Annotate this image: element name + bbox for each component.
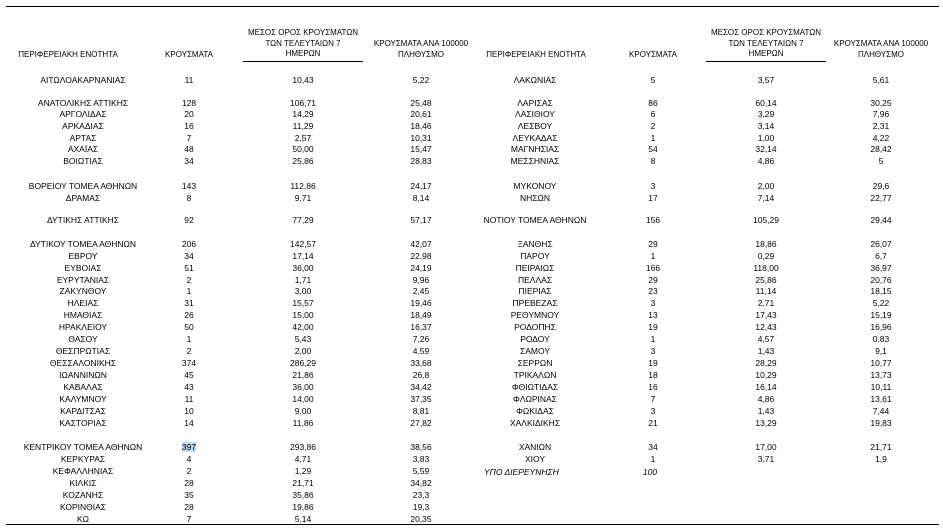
left-row-per100k[interactable]: 19,3 <box>412 502 430 512</box>
right-row-region[interactable]: ΠΙΕΡΙΑΣ <box>518 286 552 296</box>
right-row-avg[interactable]: 3,57 <box>757 75 775 85</box>
left-row-avg[interactable]: 35,86 <box>292 490 314 500</box>
right-row-avg[interactable]: 1,43 <box>757 346 775 356</box>
left-row-avg[interactable]: 1,71 <box>294 275 312 285</box>
header-underline-avg-left <box>243 61 363 62</box>
header-per100k-left-line1: ΚΡΟΥΣΜΑΤΑ ΑΝΑ 100000 <box>373 39 469 48</box>
left-row-per100k[interactable]: 27,82 <box>410 418 432 428</box>
left-row-region[interactable]: ΗΜΑΘΙΑΣ <box>63 310 103 320</box>
right-row-avg[interactable]: 7,14 <box>757 193 775 203</box>
header-avg-right-line3: ΗΜΕΡΩΝ <box>748 49 784 58</box>
left-row-per100k[interactable]: 5,59 <box>412 466 430 476</box>
top-border <box>6 6 939 7</box>
left-row-cases[interactable]: 1 <box>186 286 192 296</box>
left-row-cases[interactable]: 34 <box>184 156 194 166</box>
right-row-cases[interactable]: 1 <box>650 251 656 261</box>
header-per100k-left-line2: ΠΛΗΘΥΣΜΟ <box>397 49 445 59</box>
header-underline-avg-right <box>706 61 826 62</box>
left-row-region[interactable]: ΗΛΕΙΑΣ <box>67 298 99 308</box>
left-row-cases[interactable]: 10 <box>184 406 194 416</box>
right-row-region[interactable]: ΝΗΣΩΝ <box>519 193 551 203</box>
left-row-region[interactable]: ΑΧΑΪΑΣ <box>67 144 99 154</box>
right-row-cases[interactable]: 21 <box>648 418 658 428</box>
right-row-per100k[interactable]: 19,83 <box>870 418 892 428</box>
right-row-per100k[interactable]: 7,96 <box>872 109 890 119</box>
right-row-avg[interactable]: 1,43 <box>757 406 775 416</box>
left-row-cases[interactable]: 11 <box>184 394 194 404</box>
right-row-region[interactable]: ΛΑΚΩΝΙΑΣ <box>513 75 557 85</box>
right-row-region[interactable]: ΝΟΤΙΟΥ ΤΟΜΕΑ ΑΘΗΝΩΝ <box>483 215 587 225</box>
right-row-avg[interactable]: 25,86 <box>755 275 777 285</box>
right-row-cases[interactable]: 7 <box>650 394 656 404</box>
right-row-region[interactable]: ΦΘΙΩΤΙΔΑΣ <box>511 382 559 392</box>
left-row-per100k[interactable]: 57,17 <box>410 215 432 225</box>
right-row-per100k[interactable]: 10,77 <box>870 358 892 368</box>
right-row-region[interactable]: ΛΑΡΙΣΑΣ <box>517 98 553 108</box>
left-row-avg[interactable]: 36,00 <box>292 263 314 273</box>
left-row-per100k[interactable]: 25,48 <box>410 98 432 108</box>
left-row-region[interactable]: ΚΑΒΑΛΑΣ <box>63 382 103 392</box>
right-row-avg[interactable]: 32,14 <box>755 144 777 154</box>
left-row-per100k[interactable]: 7,26 <box>412 334 430 344</box>
left-row-cases[interactable]: 8 <box>186 193 192 203</box>
under-investigation-cases[interactable]: 100 <box>642 467 658 477</box>
left-row-region[interactable]: ΚΙΛΚΙΣ <box>69 478 97 488</box>
left-row-cases[interactable]: 128 <box>181 98 197 108</box>
right-row-per100k[interactable]: 13,73 <box>870 370 892 380</box>
left-row-per100k[interactable]: 28,83 <box>410 156 432 166</box>
left-row-per100k[interactable]: 42,07 <box>410 239 432 249</box>
left-row-region[interactable]: ΗΡΑΚΛΕΙΟΥ <box>58 322 108 332</box>
right-row-cases[interactable]: 1 <box>650 334 656 344</box>
left-row-avg[interactable]: 10,43 <box>292 75 314 85</box>
right-row-per100k[interactable]: 22,77 <box>870 193 892 203</box>
left-row-avg[interactable]: 9,71 <box>294 193 312 203</box>
right-row-cases[interactable]: 6 <box>650 109 656 119</box>
right-row-avg[interactable]: 2,00 <box>757 181 775 191</box>
left-row-region[interactable]: ΒΟΙΩΤΙΑΣ <box>63 156 103 166</box>
right-row-cases[interactable]: 1 <box>650 454 656 464</box>
right-row-cases[interactable]: 5 <box>650 75 656 85</box>
bottom-border <box>6 524 939 525</box>
left-row-region[interactable]: ΕΥΒΟΙΑΣ <box>64 263 102 273</box>
left-row-avg[interactable]: 15,00 <box>292 310 314 320</box>
right-row-per100k[interactable]: 5,22 <box>872 298 890 308</box>
right-row-avg[interactable]: 17,43 <box>755 310 777 320</box>
right-row-region[interactable]: ΛΕΥΚΑΔΑΣ <box>512 133 558 143</box>
left-row-per100k[interactable]: 8,14 <box>412 193 430 203</box>
right-row-region[interactable]: ΧΑΛΚΙΔΙΚΗΣ <box>509 418 561 428</box>
right-row-avg[interactable]: 13,29 <box>755 418 777 428</box>
left-row-region[interactable]: ΚΩ <box>76 514 90 524</box>
right-row-avg[interactable]: 3,14 <box>757 121 775 131</box>
left-row-avg[interactable]: 36,00 <box>292 382 314 392</box>
left-row-per100k[interactable]: 34,42 <box>410 382 432 392</box>
left-row-per100k[interactable]: 15,47 <box>410 144 432 154</box>
right-row-per100k[interactable]: 7,44 <box>872 406 890 416</box>
left-row-cases[interactable]: 20 <box>184 109 194 119</box>
left-row-avg[interactable]: 11,29 <box>292 121 314 131</box>
left-row-per100k[interactable]: 3,83 <box>412 454 430 464</box>
left-row-region[interactable]: ΕΒΡΟΥ <box>68 251 98 261</box>
right-row-cases[interactable]: 18 <box>648 370 658 380</box>
right-row-per100k[interactable]: 2,31 <box>872 121 890 131</box>
selected-cell-highlight[interactable]: 397 <box>181 442 197 452</box>
right-row-per100k[interactable]: 1,9 <box>875 454 887 464</box>
left-row-region[interactable]: ΚΕΝΤΡΙΚΟΥ ΤΟΜΕΑ ΑΘΗΝΩΝ <box>23 442 143 452</box>
right-row-region[interactable]: ΧΙΟΥ <box>524 454 546 464</box>
header-per100k-left[interactable] <box>363 39 479 60</box>
left-row-avg[interactable]: 14,00 <box>292 394 314 404</box>
right-row-per100k[interactable]: 0,83 <box>872 334 890 344</box>
right-row-cases[interactable]: 3 <box>650 346 656 356</box>
right-row-avg[interactable]: 1,00 <box>757 133 775 143</box>
left-row-per100k[interactable]: 34,82 <box>410 478 432 488</box>
left-row-per100k[interactable]: 19,46 <box>410 298 432 308</box>
left-row-per100k[interactable]: 10,31 <box>410 133 432 143</box>
left-row-per100k[interactable]: 22,98 <box>410 251 432 261</box>
left-row-region[interactable]: ΑΝΑΤΟΛΙΚΗΣ ΑΤΤΙΚΗΣ <box>37 98 129 108</box>
right-row-region[interactable]: ΡΕΘΥΜΝΟΥ <box>510 310 560 320</box>
right-row-per100k[interactable]: 9,1 <box>875 346 887 356</box>
left-row-per100k[interactable]: 24,17 <box>410 181 432 191</box>
right-row-cases[interactable]: 3 <box>650 406 656 416</box>
left-row-region[interactable]: ΔΡΑΜΑΣ <box>65 193 101 203</box>
right-row-avg[interactable]: 4,86 <box>757 156 775 166</box>
right-row-per100k[interactable]: 21,71 <box>870 442 892 452</box>
left-row-avg[interactable]: 2,57 <box>294 133 312 143</box>
right-row-cases[interactable]: 13 <box>648 310 658 320</box>
right-row-avg[interactable]: 18,86 <box>755 239 777 249</box>
left-row-region[interactable]: ΔΥΤΙΚΗΣ ΑΤΤΙΚΗΣ <box>46 215 120 225</box>
left-row-cases[interactable]: 51 <box>184 263 194 273</box>
left-row-avg[interactable]: 21,71 <box>292 478 314 488</box>
left-row-region[interactable]: ΚΑΡΔΙΤΣΑΣ <box>60 406 106 416</box>
right-row-cases[interactable]: 8 <box>650 156 656 166</box>
right-row-cases[interactable]: 29 <box>648 275 658 285</box>
right-row-avg[interactable]: 118,00 <box>753 263 779 273</box>
right-row-per100k[interactable]: 29,6 <box>872 181 890 191</box>
left-row-region[interactable]: ΕΥΡΥΤΑΝΙΑΣ <box>56 275 110 285</box>
header-avg-left-line3: ΗΜΕΡΩΝ <box>285 49 321 58</box>
left-row-cases[interactable]: 7 <box>186 133 192 143</box>
left-row-avg[interactable]: 14,29 <box>292 109 314 119</box>
right-row-cases[interactable]: 3 <box>650 181 656 191</box>
left-row-per100k[interactable]: 18,49 <box>410 310 432 320</box>
right-row-region[interactable]: ΠΕΙΡΑΙΩΣ <box>515 263 555 273</box>
right-row-region[interactable]: ΧΑΝΙΩΝ <box>518 442 552 452</box>
left-row-cases[interactable]: 48 <box>184 144 194 154</box>
right-row-per100k[interactable]: 29,44 <box>870 215 892 225</box>
left-row-region[interactable]: ΔΥΤΙΚΟΥ ΤΟΜΕΑ ΑΘΗΝΩΝ <box>29 239 137 249</box>
right-row-region[interactable]: ΜΕΣΣΗΝΙΑΣ <box>510 156 560 166</box>
header-avg-right[interactable] <box>706 28 826 60</box>
right-row-per100k[interactable]: 26,07 <box>870 239 892 249</box>
left-row-region[interactable]: ΚΟΡΙΝΘΙΑΣ <box>59 502 107 512</box>
left-row-cases[interactable]: 206 <box>181 239 197 249</box>
header-avg-right-line1: ΜΕΣΟΣ ΟΡΟΣ ΚΡΟΥΣΜΑΤΩΝ <box>710 28 822 37</box>
left-row-cases[interactable]: 28 <box>184 478 194 488</box>
right-row-region[interactable]: ΠΕΛΛΑΣ <box>517 275 553 285</box>
left-row-per100k[interactable]: 33,68 <box>410 358 432 368</box>
right-row-avg[interactable]: 2,71 <box>757 298 775 308</box>
right-row-avg[interactable]: 105,29 <box>753 215 779 225</box>
left-row-region[interactable]: ΚΑΣΤΟΡΙΑΣ <box>59 418 107 428</box>
header-avg-left-line1: ΜΕΣΟΣ ΟΡΟΣ ΚΡΟΥΣΜΑΤΩΝ <box>247 28 359 37</box>
left-row-avg[interactable]: 5,14 <box>294 514 312 524</box>
right-row-per100k[interactable]: 16,96 <box>870 322 892 332</box>
right-row-per100k[interactable]: 4,22 <box>872 133 890 143</box>
header-avg-left[interactable] <box>243 28 363 60</box>
left-row-region[interactable]: ΑΡΚΑΔΙΑΣ <box>62 121 104 131</box>
left-row-region[interactable]: ΖΑΚΥΝΘΟΥ <box>59 286 107 296</box>
header-region-left[interactable]: ΠΕΡΙΦΕΡΕΙΑΚΗ ΕΝΟΤΗΤΑ <box>18 50 118 59</box>
right-row-avg[interactable]: 11,14 <box>755 286 777 296</box>
left-row-cases[interactable]: 11 <box>184 75 194 85</box>
right-row-avg[interactable]: 28,29 <box>755 358 777 368</box>
left-row-cases[interactable]: 7 <box>186 514 192 524</box>
left-row-per100k[interactable]: 8,81 <box>412 406 430 416</box>
left-row-per100k[interactable]: 37,35 <box>410 394 432 404</box>
left-row-cases[interactable]: 31 <box>184 298 194 308</box>
right-row-cases[interactable]: 166 <box>645 263 661 273</box>
right-row-per100k[interactable]: 28,42 <box>870 144 892 154</box>
left-row-cases[interactable]: 26 <box>184 310 194 320</box>
left-row-cases[interactable]: 143 <box>181 181 197 191</box>
left-row-avg[interactable]: 4,71 <box>294 454 312 464</box>
left-row-per100k[interactable]: 9,96 <box>412 275 430 285</box>
right-row-cases[interactable]: 2 <box>650 121 656 131</box>
left-row-cases[interactable]: 16 <box>184 121 194 131</box>
left-row-region[interactable]: ΘΑΣΟΥ <box>68 334 98 344</box>
left-row-region[interactable]: ΑΡΤΑΣ <box>69 133 97 143</box>
left-row-avg[interactable]: 42,00 <box>292 322 314 332</box>
left-row-avg[interactable]: 5,43 <box>294 334 312 344</box>
right-row-per100k[interactable]: 15,19 <box>870 310 892 320</box>
left-row-region[interactable]: ΘΕΣΠΡΩΤΙΑΣ <box>55 346 111 356</box>
left-row-cases[interactable]: 2 <box>186 466 192 476</box>
left-row-per100k[interactable]: 23,3 <box>412 490 430 500</box>
right-row-region[interactable]: ΠΑΡΟΥ <box>520 251 550 261</box>
left-row-cases[interactable]: 2 <box>186 275 192 285</box>
left-row-cases[interactable]: 45 <box>184 370 194 380</box>
right-row-avg[interactable]: 60,14 <box>755 98 777 108</box>
left-row-avg[interactable]: 9,00 <box>294 406 312 416</box>
left-row-avg[interactable]: 286,29 <box>290 358 316 368</box>
left-row-per100k[interactable]: 4,59 <box>412 346 430 356</box>
left-row-cases[interactable]: 14 <box>184 418 194 428</box>
right-row-cases[interactable]: 19 <box>648 322 658 332</box>
right-row-per100k[interactable]: 20,76 <box>870 275 892 285</box>
right-row-region[interactable]: ΞΑΝΘΗΣ <box>517 239 553 249</box>
left-row-avg[interactable]: 17,14 <box>292 251 314 261</box>
left-row-cases[interactable]: 34 <box>184 251 194 261</box>
left-row-region[interactable]: ΑΙΤΩΛΟΑΚΑΡΝΑΝΙΑΣ <box>40 75 126 85</box>
left-row-cases[interactable]: 92 <box>184 215 194 225</box>
left-row-avg[interactable]: 1,29 <box>294 466 312 476</box>
left-row-avg[interactable]: 2,00 <box>294 346 312 356</box>
right-row-cases[interactable]: 29 <box>648 239 658 249</box>
right-row-per100k[interactable]: 10,11 <box>870 382 892 392</box>
right-row-per100k[interactable]: 30,25 <box>870 98 892 108</box>
right-row-avg[interactable]: 3,71 <box>757 454 775 464</box>
left-row-region[interactable]: ΚΕΡΚΥΡΑΣ <box>60 454 106 464</box>
left-row-region[interactable]: ΑΡΓΟΛΙΔΑΣ <box>59 109 107 119</box>
left-row-avg[interactable]: 11,86 <box>292 418 314 428</box>
right-row-region[interactable]: ΣΕΡΡΩΝ <box>517 358 553 368</box>
left-row-region[interactable]: ΚΟΖΑΝΗΣ <box>62 490 104 500</box>
header-cases-left[interactable]: ΚΡΟΥΣΜΑΤΑ <box>165 50 213 59</box>
right-row-region[interactable]: ΤΡΙΚΑΛΩΝ <box>513 370 557 380</box>
left-row-per100k[interactable]: 16,37 <box>410 322 432 332</box>
right-row-avg[interactable]: 4,57 <box>757 334 775 344</box>
right-row-cases[interactable]: 16 <box>648 382 658 392</box>
right-row-region[interactable]: ΛΑΣΙΘΙΟΥ <box>515 109 555 119</box>
left-row-region[interactable]: ΙΩΑΝΝΙΝΩΝ <box>59 370 107 380</box>
right-row-cases[interactable]: 17 <box>648 193 658 203</box>
right-row-avg[interactable]: 12,43 <box>755 322 777 332</box>
header-region-right[interactable]: ΠΕΡΙΦΕΡΕΙΑΚΗ ΕΝΟΤΗΤΑ <box>486 50 586 59</box>
left-row-avg[interactable]: 19,86 <box>292 502 314 512</box>
left-row-avg[interactable]: 15,57 <box>292 298 314 308</box>
right-row-per100k[interactable]: 36,97 <box>870 263 892 273</box>
left-row-avg[interactable]: 106,71 <box>290 98 316 108</box>
left-row-per100k[interactable]: 38,56 <box>410 442 432 452</box>
right-row-per100k[interactable]: 18,15 <box>870 286 892 296</box>
right-row-region[interactable]: ΜΥΚΟΝΟΥ <box>513 181 557 191</box>
left-row-avg[interactable]: 25,86 <box>292 156 314 166</box>
right-row-avg[interactable]: 0,29 <box>757 251 775 261</box>
left-row-per100k[interactable]: 20,61 <box>410 109 432 119</box>
left-row-avg[interactable]: 112,86 <box>290 181 316 191</box>
left-row-cases[interactable]: 28 <box>184 502 194 512</box>
right-row-cases[interactable]: 3 <box>650 298 656 308</box>
left-row-avg[interactable]: 293,86 <box>290 442 316 452</box>
header-per100k-right-line1: ΚΡΟΥΣΜΑΤΑ ΑΝΑ 100000 <box>833 39 929 48</box>
right-row-cases[interactable]: 23 <box>648 286 658 296</box>
left-row-region[interactable]: ΚΕΦΑΛΛΗΝΙΑΣ <box>52 466 114 476</box>
left-row-avg[interactable]: 77,29 <box>292 215 314 225</box>
left-row-per100k[interactable]: 18,46 <box>410 121 432 131</box>
right-row-cases[interactable]: 156 <box>645 215 661 225</box>
right-row-avg[interactable]: 16,14 <box>755 382 777 392</box>
left-row-region[interactable]: ΒΟΡΕΙΟΥ ΤΟΜΕΑ ΑΘΗΝΩΝ <box>28 181 138 191</box>
left-row-per100k[interactable]: 26,8 <box>412 370 430 380</box>
right-row-avg[interactable]: 17,00 <box>755 442 777 452</box>
header-per100k-right-line2: ΠΛΗΘΥΣΜΟ <box>857 49 905 59</box>
left-row-avg[interactable]: 3,00 <box>294 286 312 296</box>
left-row-per100k[interactable]: 24,19 <box>410 263 432 273</box>
left-row-cases[interactable]: 2 <box>186 346 192 356</box>
right-row-avg[interactable]: 4,86 <box>757 394 775 404</box>
right-row-cases[interactable]: 1 <box>650 133 656 143</box>
right-row-region[interactable]: ΦΛΩΡΙΝΑΣ <box>513 394 557 404</box>
header-avg-right-line2: ΤΩΝ ΤΕΛΕΥΤΑΙΩΝ 7 <box>728 38 804 48</box>
left-row-cases[interactable] <box>148 442 230 452</box>
right-row-region[interactable]: ΡΟΔΟΠΗΣ <box>514 322 556 332</box>
right-row-cases[interactable]: 54 <box>648 144 658 154</box>
header-per100k-right[interactable] <box>822 39 940 60</box>
under-investigation-label[interactable]: ΥΠΟ ΔΙΕΡΕΥΝΗΣΗ <box>484 467 559 477</box>
left-row-cases[interactable]: 374 <box>181 358 197 368</box>
left-row-per100k[interactable]: 2,45 <box>412 286 430 296</box>
left-row-cases[interactable]: 1 <box>186 334 192 344</box>
right-row-per100k[interactable]: 13,61 <box>870 394 892 404</box>
right-row-avg[interactable]: 10,29 <box>755 370 777 380</box>
right-row-per100k[interactable]: 6,7 <box>875 251 887 261</box>
right-row-region[interactable]: ΡΟΔΟΥ <box>520 334 550 344</box>
left-row-cases[interactable]: 4 <box>186 454 192 464</box>
left-row-cases[interactable]: 43 <box>184 382 194 392</box>
left-row-avg[interactable]: 142,57 <box>290 239 316 249</box>
left-row-cases[interactable]: 50 <box>184 322 194 332</box>
right-row-per100k[interactable]: 5,61 <box>872 75 890 85</box>
left-row-region[interactable]: ΘΕΣΣΑΛΟΝΙΚΗΣ <box>49 358 117 368</box>
right-row-region[interactable]: ΛΕΣΒΟΥ <box>517 121 553 131</box>
left-row-region[interactable]: ΚΑΛΥΜΝΟΥ <box>59 394 107 404</box>
right-row-per100k[interactable]: 5 <box>878 156 884 166</box>
right-row-avg[interactable]: 3,29 <box>757 109 775 119</box>
right-row-region[interactable]: ΣΑΜΟΥ <box>519 346 550 356</box>
right-row-cases[interactable]: 34 <box>648 442 658 452</box>
header-cases-right[interactable]: ΚΡΟΥΣΜΑΤΑ <box>629 50 677 59</box>
right-row-region[interactable]: ΠΡΕΒΕΖΑΣ <box>512 298 558 308</box>
right-row-region[interactable]: ΦΩΚΙΔΑΣ <box>516 406 554 416</box>
left-row-per100k[interactable]: 20,35 <box>410 514 432 524</box>
header-avg-left-line2: ΤΩΝ ΤΕΛΕΥΤΑΙΩΝ 7 <box>265 38 341 48</box>
left-row-avg[interactable]: 21,86 <box>292 370 314 380</box>
left-row-per100k[interactable]: 5,22 <box>412 75 430 85</box>
right-row-region[interactable]: ΜΑΓΝΗΣΙΑΣ <box>510 144 560 154</box>
left-row-avg[interactable]: 50,00 <box>292 144 314 154</box>
right-row-cases[interactable]: 86 <box>648 98 658 108</box>
right-row-cases[interactable]: 19 <box>648 358 658 368</box>
left-row-cases[interactable]: 35 <box>184 490 194 500</box>
